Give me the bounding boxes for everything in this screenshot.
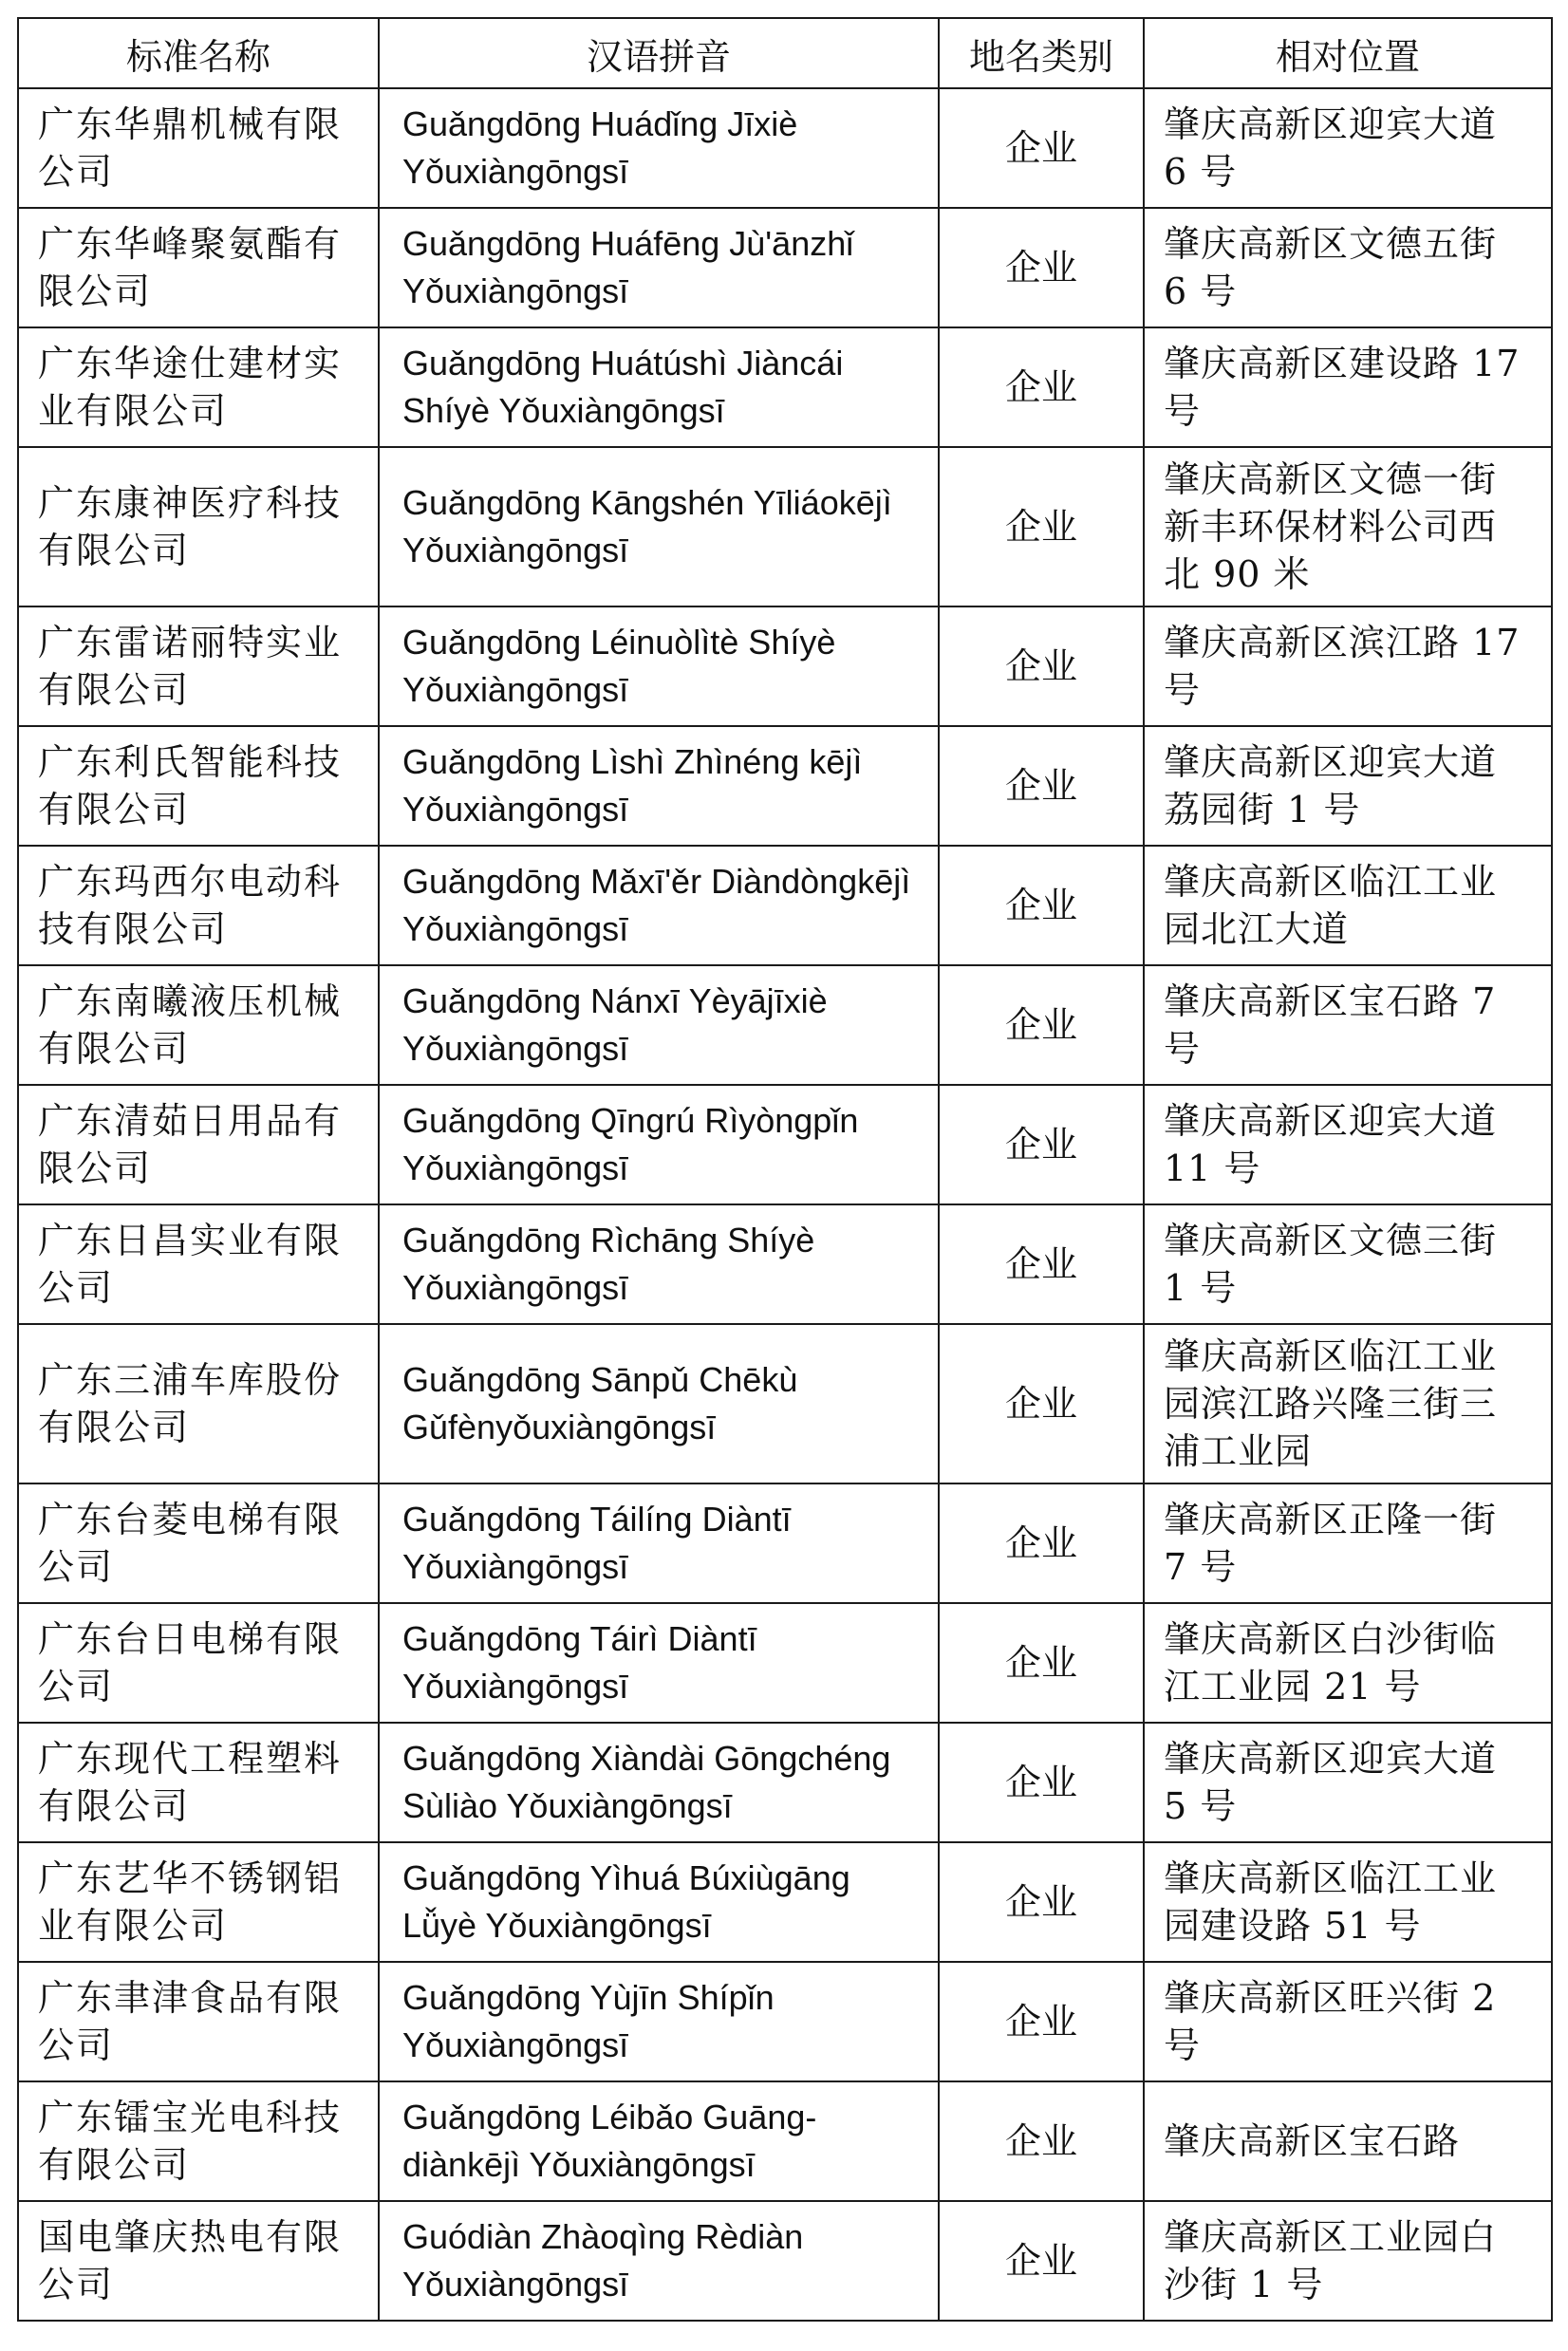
- cell-location: 肇庆高新区工业园白沙街 1 号: [1144, 2201, 1552, 2321]
- cell-location: 肇庆高新区迎宾大道 11 号: [1144, 1085, 1552, 1204]
- cell-category: 企业: [939, 1324, 1144, 1483]
- cell-category: 企业: [939, 88, 1144, 208]
- cell-category: 企业: [939, 2081, 1144, 2201]
- cell-category: 企业: [939, 1483, 1144, 1603]
- cell-standard-name: 广东台菱电梯有限公司: [18, 1483, 379, 1603]
- cell-location: 肇庆高新区宝石路: [1144, 2081, 1552, 2201]
- cell-pinyin: Guǎngdōng Léinuòlìtè Shíyè Yǒuxiàngōngsī: [379, 606, 939, 726]
- table-row: [18, 1085, 1552, 1204]
- cell-standard-name: 广东镭宝光电科技有限公司: [18, 2081, 379, 2201]
- cell-category: 企业: [939, 2201, 1144, 2321]
- cell-category: 企业: [939, 1603, 1144, 1723]
- place-name-table: [17, 17, 1553, 2322]
- cell-category: 企业: [939, 1085, 1144, 1204]
- table-row: [18, 1842, 1552, 1962]
- header-category: 地名类别: [939, 18, 1144, 88]
- header-location: 相对位置: [1144, 18, 1552, 88]
- cell-pinyin: Guǎngdōng Huádǐng Jīxiè Yǒuxiàngōngsī: [379, 88, 939, 208]
- cell-location: 肇庆高新区白沙街临江工业园 21 号: [1144, 1603, 1552, 1723]
- table-row: [18, 1603, 1552, 1723]
- cell-standard-name: 国电肇庆热电有限公司: [18, 2201, 379, 2321]
- cell-location: 肇庆高新区迎宾大道 5 号: [1144, 1723, 1552, 1842]
- header-row: [18, 18, 1552, 88]
- cell-standard-name: 广东玛西尔电动科技有限公司: [18, 846, 379, 965]
- cell-location: 肇庆高新区文德三街 1 号: [1144, 1204, 1552, 1324]
- cell-standard-name: 广东华途仕建材实业有限公司: [18, 327, 379, 447]
- cell-standard-name: 广东三浦车库股份有限公司: [18, 1324, 379, 1483]
- cell-category: 企业: [939, 1962, 1144, 2081]
- cell-category: 企业: [939, 208, 1144, 327]
- cell-pinyin: Guǎngdōng Kāngshén Yīliáokējì Yǒuxiàngōngsī: [379, 447, 939, 606]
- cell-location: 肇庆高新区宝石路 7 号: [1144, 965, 1552, 1085]
- header-standard-name: 标准名称: [18, 18, 379, 88]
- cell-category: 企业: [939, 965, 1144, 1085]
- cell-pinyin: Guǎngdōng Rìchāng Shíyè Yǒuxiàngōngsī: [379, 1204, 939, 1324]
- cell-location: 肇庆高新区滨江路 17 号: [1144, 606, 1552, 726]
- table-row: [18, 327, 1552, 447]
- cell-standard-name: 广东康神医疗科技有限公司: [18, 447, 379, 606]
- cell-location: 肇庆高新区旺兴街 2 号: [1144, 1962, 1552, 2081]
- cell-standard-name: 广东南曦液压机械有限公司: [18, 965, 379, 1085]
- cell-standard-name: 广东清茹日用品有限公司: [18, 1085, 379, 1204]
- cell-location: 肇庆高新区建设路 17 号: [1144, 327, 1552, 447]
- table-row: [18, 1324, 1552, 1483]
- cell-standard-name: 广东华峰聚氨酯有限公司: [18, 208, 379, 327]
- header-pinyin: 汉语拼音: [379, 18, 939, 88]
- cell-pinyin: Guǎngdōng Léibǎo Guāng-diànkējì Yǒuxiàngōngsī: [379, 2081, 939, 2201]
- table-row: [18, 846, 1552, 965]
- cell-standard-name: 广东日昌实业有限公司: [18, 1204, 379, 1324]
- cell-category: 企业: [939, 1723, 1144, 1842]
- cell-location: 肇庆高新区临江工业园北江大道: [1144, 846, 1552, 965]
- cell-location: 肇庆高新区临江工业园滨江路兴隆三街三浦工业园: [1144, 1324, 1552, 1483]
- document-page: [17, 17, 1551, 2322]
- table-row: [18, 606, 1552, 726]
- cell-standard-name: 广东台日电梯有限公司: [18, 1603, 379, 1723]
- cell-pinyin: Guǎngdōng Xiàndài Gōngchéng Sùliào Yǒuxiàngōngsī: [379, 1723, 939, 1842]
- cell-pinyin: Guódiàn Zhàoqìng Rèdiàn Yǒuxiàngōngsī: [379, 2201, 939, 2321]
- cell-category: 企业: [939, 1204, 1144, 1324]
- table-row: [18, 1962, 1552, 2081]
- cell-category: 企业: [939, 447, 1144, 606]
- cell-pinyin: Guǎngdōng Nánxī Yèyājīxiè Yǒuxiàngōngsī: [379, 965, 939, 1085]
- table-row: [18, 965, 1552, 1085]
- cell-category: 企业: [939, 1842, 1144, 1962]
- table-row: [18, 1483, 1552, 1603]
- cell-pinyin: Guǎngdōng Qīngrú Rìyòngpǐn Yǒuxiàngōngsī: [379, 1085, 939, 1204]
- table-row: [18, 2201, 1552, 2321]
- cell-pinyin: Guǎngdōng Huáfēng Jù'ānzhǐ Yǒuxiàngōngsī: [379, 208, 939, 327]
- cell-standard-name: 广东利氏智能科技有限公司: [18, 726, 379, 846]
- table-row: [18, 1723, 1552, 1842]
- cell-location: 肇庆高新区正隆一街 7 号: [1144, 1483, 1552, 1603]
- table-row: [18, 726, 1552, 846]
- cell-standard-name: 广东现代工程塑料有限公司: [18, 1723, 379, 1842]
- cell-location: 肇庆高新区迎宾大道 6 号: [1144, 88, 1552, 208]
- cell-category: 企业: [939, 846, 1144, 965]
- cell-pinyin: Guǎngdōng Táirì Diàntī Yǒuxiàngōngsī: [379, 1603, 939, 1723]
- cell-pinyin: Guǎngdōng Sānpǔ Chēkù Gǔfènyǒuxiàngōngsī: [379, 1324, 939, 1483]
- cell-standard-name: 广东聿津食品有限公司: [18, 1962, 379, 2081]
- cell-pinyin: Guǎngdōng Yùjīn Shípǐn Yǒuxiàngōngsī: [379, 1962, 939, 2081]
- cell-pinyin: Guǎngdōng Táilíng Diàntī Yǒuxiàngōngsī: [379, 1483, 939, 1603]
- cell-location: 肇庆高新区文德一街新丰环保材料公司西北 90 米: [1144, 447, 1552, 606]
- cell-standard-name: 广东华鼎机械有限公司: [18, 88, 379, 208]
- table-row: [18, 447, 1552, 606]
- table-row: [18, 88, 1552, 208]
- cell-location: 肇庆高新区文德五街 6 号: [1144, 208, 1552, 327]
- table-header: [18, 18, 1552, 88]
- table-row: [18, 208, 1552, 327]
- table-body: [18, 88, 1552, 2321]
- cell-pinyin: Guǎngdōng Yìhuá Búxiùgāng Lǚyè Yǒuxiàngōngsī: [379, 1842, 939, 1962]
- cell-location: 肇庆高新区迎宾大道荔园街 1 号: [1144, 726, 1552, 846]
- table-row: [18, 2081, 1552, 2201]
- cell-location: 肇庆高新区临江工业园建设路 51 号: [1144, 1842, 1552, 1962]
- cell-pinyin: Guǎngdōng Lìshì Zhìnéng kējì Yǒuxiàngōngsī: [379, 726, 939, 846]
- cell-pinyin: Guǎngdōng Mǎxī'ěr Diàndòngkējì Yǒuxiàngōngsī: [379, 846, 939, 965]
- cell-pinyin: Guǎngdōng Huátúshì Jiàncái Shíyè Yǒuxiàngōngsī: [379, 327, 939, 447]
- cell-category: 企业: [939, 726, 1144, 846]
- table-row: [18, 1204, 1552, 1324]
- cell-category: 企业: [939, 327, 1144, 447]
- cell-standard-name: 广东艺华不锈钢铝业有限公司: [18, 1842, 379, 1962]
- cell-standard-name: 广东雷诺丽特实业有限公司: [18, 606, 379, 726]
- cell-category: 企业: [939, 606, 1144, 726]
